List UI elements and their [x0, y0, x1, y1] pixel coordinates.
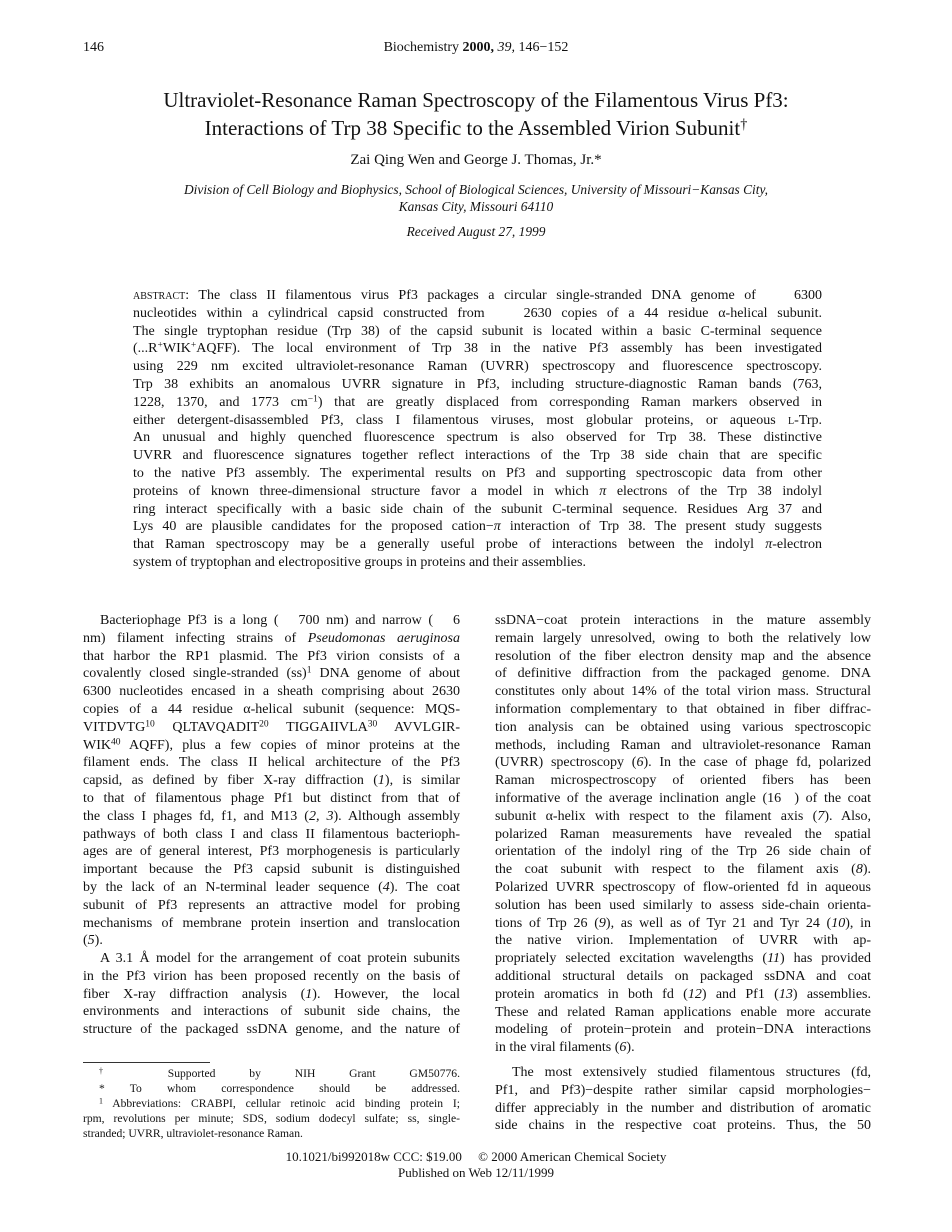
text-line — [495, 665, 871, 683]
text-segment: additional structural details on packaged ssDNA and coat — [495, 968, 871, 984]
text-segment: l — [788, 412, 795, 428]
text-segment: The most extensively studied filamentous structures (fd, — [512, 1065, 871, 1080]
text-segment: constitutes only about 14% of the total virion mass. Structural — [495, 684, 871, 700]
text-segment: Polarized UVRR spectroscopy of flow-oriented fd in aqueous — [495, 879, 871, 895]
text-segment: mechanisms of membrane protein insertion and translocation — [83, 915, 460, 931]
text-line — [495, 737, 871, 755]
text-line — [0, 1165, 952, 1181]
text-line — [83, 861, 460, 879]
text-segment: 9 — [598, 915, 606, 931]
text-segment: ), as well as of Tyr 21 and Tyr 24 ( — [605, 915, 832, 931]
text-segment: (...R — [133, 341, 158, 357]
text-segment: -electron — [772, 537, 822, 553]
text-line — [495, 897, 871, 915]
text-line — [133, 501, 822, 519]
text-segment: π — [493, 519, 501, 535]
text-line — [83, 1111, 460, 1126]
text-line — [495, 879, 871, 897]
page-footer — [0, 1149, 952, 1181]
text-segment: fiber X-ray diffraction analysis ( — [83, 986, 306, 1002]
text-segment: tion analysis can be obtained using various spectroscopic — [495, 719, 871, 735]
text-segment: methods, including Raman and ultraviolet-resonance Raman — [495, 737, 871, 753]
text-segment: 1 — [306, 666, 312, 677]
text-line — [495, 932, 871, 950]
text-line — [83, 843, 460, 861]
text-segment: remain largely unresolved, owing to both the relatively low — [495, 630, 871, 646]
received-date — [0, 224, 952, 240]
text-segment: in the Pf3 virion has been proposed recently on the basis of — [83, 968, 460, 984]
text-segment: differ appreciably in the number and distribution of aromatic — [495, 1100, 871, 1116]
text-segment: TIGGAIIVLA — [268, 719, 368, 735]
text-segment: ) has provided — [780, 951, 871, 967]
text-segment: system of tryptophan and electropositive groups in proteins and their assemblies. — [133, 554, 586, 570]
text-line — [83, 648, 460, 666]
text-segment: 11 — [767, 951, 781, 967]
text-segment: Supported by NIH Grant GM50776. — [133, 1067, 460, 1080]
text-segment: side chains in the respective coat proteins. Thus, the 50 — [495, 1118, 871, 1134]
text-segment: † — [99, 1066, 134, 1076]
text-line — [0, 1149, 952, 1165]
text-segment: Published on Web 12/11/1999 — [397, 1165, 555, 1180]
text-line — [133, 518, 822, 536]
text-line — [495, 915, 871, 933]
text-segment: π — [599, 483, 607, 499]
text-segment: abstract — [133, 288, 186, 303]
text-segment: ssDNA−coat protein interactions in the mature assembly — [495, 613, 871, 628]
text-segment: AQFF). The local environment of Trp 38 in the native Pf3 assembly has been investigated — [196, 341, 822, 357]
text-segment: 2, 3 — [308, 808, 334, 824]
text-segment: 10.1021/bi992018w CCC: $19.00 © 2000 American Chemical Society — [285, 1149, 667, 1164]
text-line — [495, 1082, 871, 1100]
text-line — [83, 808, 460, 826]
text-line — [495, 683, 871, 701]
text-segment: Ultraviolet-Resonance Raman Spectroscopy of the Filamentous Virus Pf3: — [163, 88, 789, 112]
text-segment: ). However, the local — [312, 986, 460, 1002]
text-line — [83, 826, 460, 844]
text-line — [133, 376, 822, 394]
text-segment: 2000, — [462, 40, 495, 55]
text-segment: ). Also, — [824, 808, 872, 824]
text-line — [83, 879, 460, 897]
text-segment: ring interact specifically with a basic side chain of the subunit C-terminal sequence. Residues Arg 37 and — [133, 501, 822, 517]
text-segment: -Trp. — [794, 412, 822, 428]
text-line — [83, 1003, 460, 1021]
text-line — [495, 1064, 871, 1082]
text-segment: * To whom correspondence should be addressed. — [99, 1082, 460, 1095]
text-line — [83, 630, 460, 648]
text-segment: 1 — [305, 986, 313, 1002]
text-line — [0, 114, 952, 142]
article-title — [0, 86, 952, 142]
text-line — [133, 323, 822, 341]
text-line — [83, 1126, 460, 1141]
text-segment: −1 — [307, 394, 318, 405]
text-segment: ) and Pf1 ( — [701, 986, 779, 1002]
text-line — [133, 429, 822, 447]
text-line — [495, 1039, 871, 1057]
text-segment: environments and interactions of subunit side chains, the — [83, 1004, 460, 1020]
text-segment: 7 — [817, 808, 825, 824]
text-segment: ). In the case of phage fd, polarized — [643, 755, 871, 771]
text-line — [133, 465, 822, 483]
text-segment: The single tryptophan residue (Trp 38) of the capsid subunit is located within a basic C-terminal sequence — [133, 323, 822, 339]
text-line — [495, 1021, 871, 1039]
text-segment: proteins of known three-dimensional structure favor a model in which — [133, 483, 600, 499]
text-segment: 5 — [87, 933, 95, 949]
text-segment: important because the Pf3 capsid subunit is distinguished — [83, 862, 460, 878]
text-segment: Zai Qing Wen and George J. Thomas, Jr.* — [350, 152, 602, 168]
text-segment: 1 — [99, 1096, 103, 1106]
footnotes — [83, 1066, 460, 1141]
text-segment: propriately selected excitation wavelengths ( — [495, 951, 768, 967]
text-line — [495, 861, 871, 879]
text-segment: DNA genome of about — [311, 666, 460, 682]
text-line — [83, 612, 460, 630]
text-line — [0, 40, 952, 56]
text-segment: VITDVTG — [83, 719, 146, 735]
text-line — [133, 412, 822, 430]
text-segment: ) that are greatly displaced from corresponding Raman markers observed in — [317, 394, 822, 410]
text-segment: modeling of protein−protein and protein−DNA interactions — [495, 1022, 871, 1038]
text-segment: Trp 38 exhibits an anomalous UVRR signature in Pf3, including structure-diagnostic Raman bands (763, — [133, 376, 822, 392]
text-line — [133, 554, 822, 572]
text-segment: ), in — [845, 915, 871, 931]
text-segment: that harbor the RP1 plasmid. The Pf3 virion consists of a — [83, 648, 460, 664]
text-segment: pathways of both class I and class II filamentous bacterioph- — [83, 826, 460, 842]
authors — [0, 152, 952, 169]
text-segment: Pseudomonas aeruginosa — [307, 630, 460, 646]
text-segment: ( — [83, 933, 88, 949]
text-segment: capsid, as defined by fiber X-ray diffraction ( — [83, 773, 378, 789]
text-line — [495, 826, 871, 844]
text-segment: Kansas City, Missouri 64110 — [398, 199, 554, 214]
text-segment: ), is similar — [384, 773, 460, 789]
text-segment: A 3.1 Å model for the arrangement of coat protein subunits — [100, 951, 460, 966]
text-segment: Abbreviations: CRABPI, cellular retinoic acid binding protein I; — [102, 1097, 460, 1110]
text-segment: 20 — [259, 719, 269, 730]
text-segment: electrons of the Trp 38 indolyl — [606, 483, 823, 499]
text-segment: to that of filamentous phage Pf1 but distinct from that of — [83, 790, 460, 806]
text-segment: protein aromatics in both fd ( — [495, 986, 688, 1002]
text-segment: ) assemblies. — [792, 986, 871, 1002]
text-segment: These and related Raman applications enable more accurate — [495, 1004, 871, 1020]
text-line — [83, 719, 460, 737]
text-line — [133, 305, 822, 323]
text-segment: ). — [862, 862, 871, 878]
journal-citation — [0, 40, 952, 56]
text-segment: copies of a 44 residue α-helical subunit (sequence: MQS- — [83, 701, 460, 717]
text-segment: Pf1, and Pf3)−despite rather similar capsid morphologies− — [495, 1082, 871, 1098]
text-line — [133, 536, 822, 554]
text-line — [495, 1004, 871, 1022]
text-segment: π — [765, 537, 773, 553]
text-segment: 146−152 — [515, 40, 569, 55]
text-line — [495, 986, 871, 1004]
text-line — [133, 358, 822, 376]
text-segment: subunit of Pf3 represents an attractive model for probing — [83, 897, 460, 913]
text-segment: 4 — [382, 879, 390, 895]
text-segment: 8 — [855, 862, 863, 878]
text-segment: ). — [626, 1040, 635, 1056]
text-line — [83, 1021, 460, 1039]
text-line — [495, 968, 871, 986]
text-segment: resolution of the fiber electron density map and the absence — [495, 648, 871, 664]
text-line — [133, 340, 822, 358]
left-column-paragraph-1 — [83, 612, 460, 950]
text-line — [83, 754, 460, 772]
text-segment: AVVLGIR- — [377, 719, 461, 735]
text-segment: interaction of Trp 38. The present study suggests — [500, 519, 822, 535]
text-segment: informative of the average inclination angle (16 ) of the coat — [495, 790, 871, 806]
text-segment: the native virion. Implementation of UVRR with ap- — [495, 933, 871, 949]
text-line — [0, 181, 952, 198]
text-line — [83, 683, 460, 701]
text-segment: 13 — [778, 986, 793, 1002]
text-line — [0, 86, 952, 114]
text-segment: 12 — [687, 986, 702, 1002]
text-segment: ). — [94, 933, 103, 949]
text-segment: covalently closed single-stranded (ss) — [83, 666, 307, 682]
text-segment: QLTAVQADIT — [154, 719, 260, 735]
text-line — [495, 630, 871, 648]
text-line — [495, 701, 871, 719]
text-segment: 30 — [367, 719, 378, 730]
text-line — [495, 1117, 871, 1135]
text-line — [133, 483, 822, 501]
text-segment: † — [740, 116, 748, 133]
text-segment: the coat subunit with respect to the filament axis ( — [495, 862, 856, 878]
text-line — [0, 152, 952, 169]
text-line — [83, 737, 460, 755]
text-segment: of definitive diffraction from the packaged genome. DNA — [495, 666, 871, 682]
text-segment: Bacteriophage Pf3 is a long ( 700 nm) and narrow ( 6 — [100, 613, 460, 628]
text-line — [83, 1066, 460, 1081]
text-segment: 6 — [619, 1040, 627, 1056]
right-column-paragraph-2 — [495, 1064, 871, 1135]
text-line — [495, 648, 871, 666]
text-segment: orientation of the indolyl ring of the Trp 26 side chain of — [495, 844, 871, 860]
text-line — [83, 772, 460, 790]
text-segment: 1 — [377, 773, 385, 789]
text-segment: UVRR and fluorescence signatures together reflect interactions of the Trp 38 side chain that are specific — [133, 448, 822, 464]
text-segment: Biochemistry — [383, 40, 463, 55]
text-line — [495, 612, 871, 630]
text-line — [495, 772, 871, 790]
text-line — [495, 719, 871, 737]
text-segment: stranded; UVRR, ultraviolet-resonance Raman. — [83, 1127, 303, 1140]
text-segment: tions of Trp 26 ( — [495, 915, 599, 931]
text-segment: 10 — [831, 915, 846, 931]
text-segment: using 229 nm excited ultraviolet-resonance Raman (UVRR) spectroscopy and fluorescence spectroscopy. — [133, 359, 822, 375]
text-segment: nucleotides within a cylindrical capsid constructed from 2630 copies of a 44 residue α-helical subunit. — [133, 305, 822, 321]
affiliation — [0, 181, 952, 215]
text-segment: Received August 27, 1999 — [406, 224, 546, 239]
text-line — [495, 754, 871, 772]
text-segment: solution has been used similarly to assess side-chain orienta- — [495, 897, 871, 913]
text-segment: nm) filament infecting strains of — [83, 630, 308, 646]
left-column-paragraph-2 — [83, 950, 460, 1039]
text-segment: Division of Cell Biology and Biophysics, School of Biological Sciences, University of Missouri−Kansas City, — [183, 182, 769, 197]
text-line — [83, 932, 460, 950]
text-line — [133, 287, 822, 305]
text-line — [83, 1096, 460, 1111]
text-line — [83, 950, 460, 968]
text-segment: information complementary to that obtained in fiber diffrac- — [495, 701, 871, 717]
text-line — [495, 790, 871, 808]
text-line — [0, 198, 952, 215]
text-segment: ages are of general interest, Pf3 morphogenesis is particularly — [83, 844, 460, 860]
text-segment: 6300 nucleotides encased in a sheath comprising about 2630 — [83, 684, 460, 700]
text-segment: AQFF), plus a few copies of minor proteins at the — [120, 737, 460, 753]
text-segment: (UVRR) spectroscopy ( — [495, 755, 637, 771]
page-number: 146 — [83, 40, 104, 55]
right-column-paragraph-1 — [495, 612, 871, 1057]
text-segment: Interactions of Trp 38 Specific to the Assembled Virion Subunit — [204, 116, 741, 140]
text-line — [83, 968, 460, 986]
footnote-divider — [83, 1062, 210, 1063]
text-segment: ). The coat — [389, 879, 460, 895]
text-segment: 10 — [145, 719, 155, 730]
text-line — [133, 447, 822, 465]
abstract — [133, 287, 822, 572]
text-segment: 6 — [636, 755, 644, 771]
text-line — [495, 1100, 871, 1118]
text-segment: structure of the packaged ssDNA genome, and the nature of — [83, 1022, 460, 1038]
text-segment: rpm, revolutions per minute; SDS, sodium dodecyl sulfate; ss, single- — [83, 1112, 460, 1125]
text-segment: in the viral filaments ( — [495, 1040, 620, 1056]
text-segment: either detergent-disassembled Pf3, class I filamentous viruses, most globular proteins, or aqueous — [133, 412, 788, 428]
text-segment: 40 — [111, 737, 121, 748]
text-segment: Lys 40 are plausible candidates for the proposed cation− — [133, 519, 494, 535]
text-line — [83, 897, 460, 915]
text-segment: Raman microspectroscopy of oriented fibers has been — [495, 773, 871, 789]
text-line — [0, 224, 952, 240]
text-line — [83, 1081, 460, 1096]
text-line — [495, 843, 871, 861]
text-segment: : The class II filamentous virus Pf3 packages a circular single-stranded DNA genome of 6300 — [185, 288, 822, 303]
text-segment: WIK — [83, 737, 111, 753]
text-segment: the class I phages fd, f1, and M13 ( — [83, 808, 309, 824]
text-line — [495, 950, 871, 968]
text-segment: to the native Pf3 assembly. The experimental results on Pf3 and supporting spectroscopic data from other — [133, 465, 822, 481]
text-segment: 1228, 1370, and 1773 cm — [133, 394, 308, 410]
text-line — [83, 665, 460, 683]
text-line — [133, 394, 822, 412]
text-segment: subunit α-helix with respect to the filament axis ( — [495, 808, 818, 824]
text-line — [83, 701, 460, 719]
text-line — [83, 915, 460, 933]
text-line — [495, 808, 871, 826]
text-segment: 39, — [497, 40, 516, 55]
text-segment: WIK — [162, 341, 191, 357]
text-segment: by the lack of an N-terminal leader sequence ( — [83, 879, 383, 895]
text-segment: filament ends. The class II helical architecture of the Pf3 — [83, 755, 460, 771]
text-segment: that Raman spectroscopy may be a generally useful probe of interactions between the indolyl — [133, 537, 766, 553]
text-segment: + — [190, 341, 197, 352]
text-segment: polarized Raman measurements have revealed the spatial — [495, 826, 871, 842]
text-line — [83, 986, 460, 1004]
text-segment: An unusual and highly quenched fluorescence spectrum is also observed for Trp 38. These distinctive — [133, 430, 822, 446]
text-segment: ). Although assembly — [333, 808, 460, 824]
text-line — [83, 790, 460, 808]
text-segment: + — [157, 341, 163, 352]
